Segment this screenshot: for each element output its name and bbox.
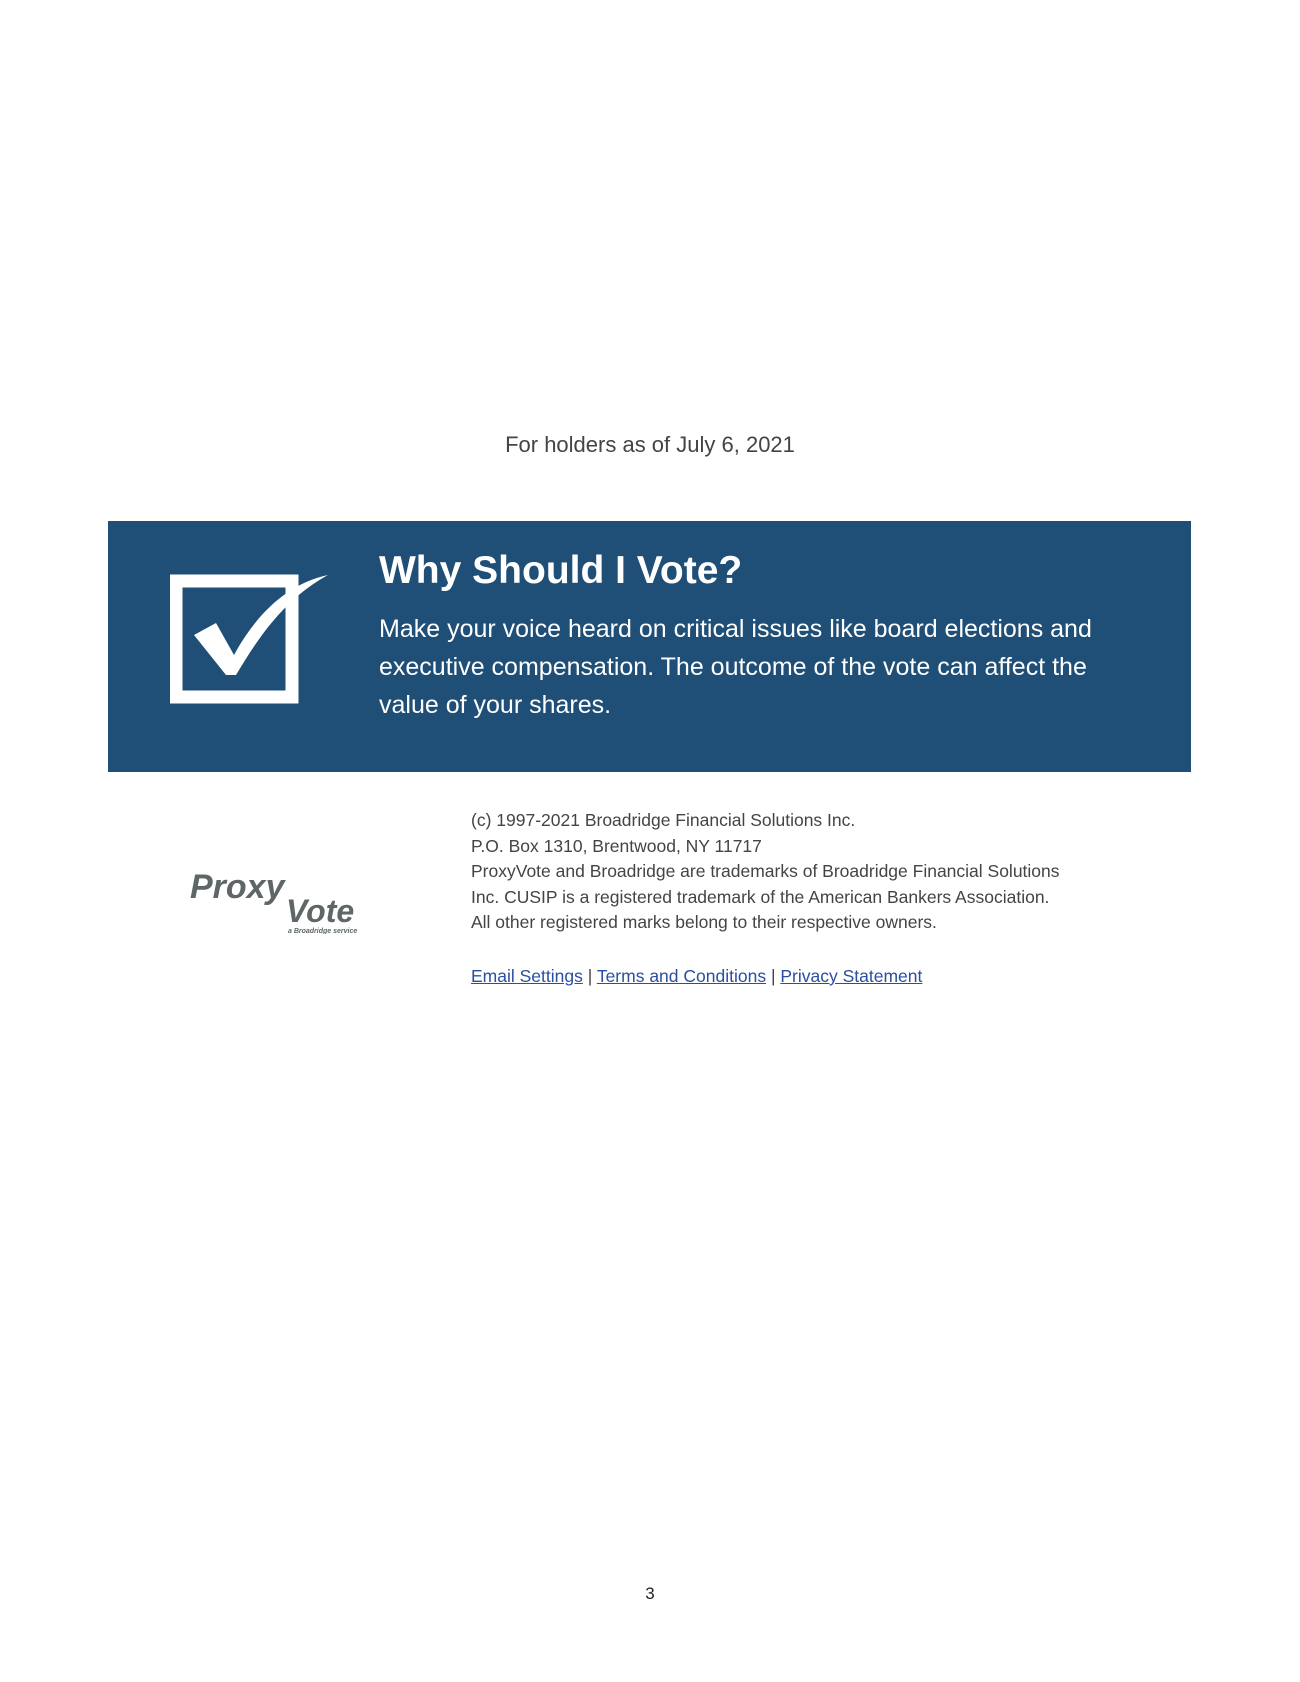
checkbox-checked-icon [170, 567, 330, 707]
link-separator: | [587, 966, 593, 986]
banner-body-text: Make your voice heard on critical issues like board elections and executive compensation. The outcome of the vote can affect the value of your shares. [379, 615, 1092, 719]
address-line: P.O. Box 1310, Brentwood, NY 11717 [471, 835, 762, 856]
svg-text:a Broadridge service: a Broadridge service [288, 928, 358, 934]
svg-text:Proxy: Proxy [190, 868, 285, 906]
banner-title: Why Should I Vote? [379, 549, 743, 592]
trademark-line-2: Inc. CUSIP is a registered trademark of the American Bankers Association. [471, 886, 1050, 907]
footer-links [471, 966, 922, 987]
email-settings-link[interactable]: Email Settings [471, 966, 583, 986]
proxyvote-logo [188, 864, 406, 934]
page-number: 3 [645, 1584, 655, 1603]
trademark-line-3: All other registered marks belong to their respective owners. [471, 912, 937, 932]
privacy-statement-link[interactable]: Privacy Statement [780, 966, 923, 986]
terms-and-conditions-link[interactable]: Terms and Conditions [596, 966, 767, 986]
trademark-line-1: ProxyVote and Broadridge are trademarks of Broadridge Financial Solutions [471, 861, 1060, 881]
link-separator: | [770, 966, 776, 986]
svg-text:Vote: Vote [286, 893, 355, 929]
holders-date-line: For holders as of July 6, 2021 [505, 432, 795, 457]
why-vote-banner [108, 521, 1191, 772]
footer-legal-text [471, 808, 1151, 936]
copyright-line: (c) 1997-2021 Broadridge Financial Solutions Inc. [471, 810, 856, 830]
